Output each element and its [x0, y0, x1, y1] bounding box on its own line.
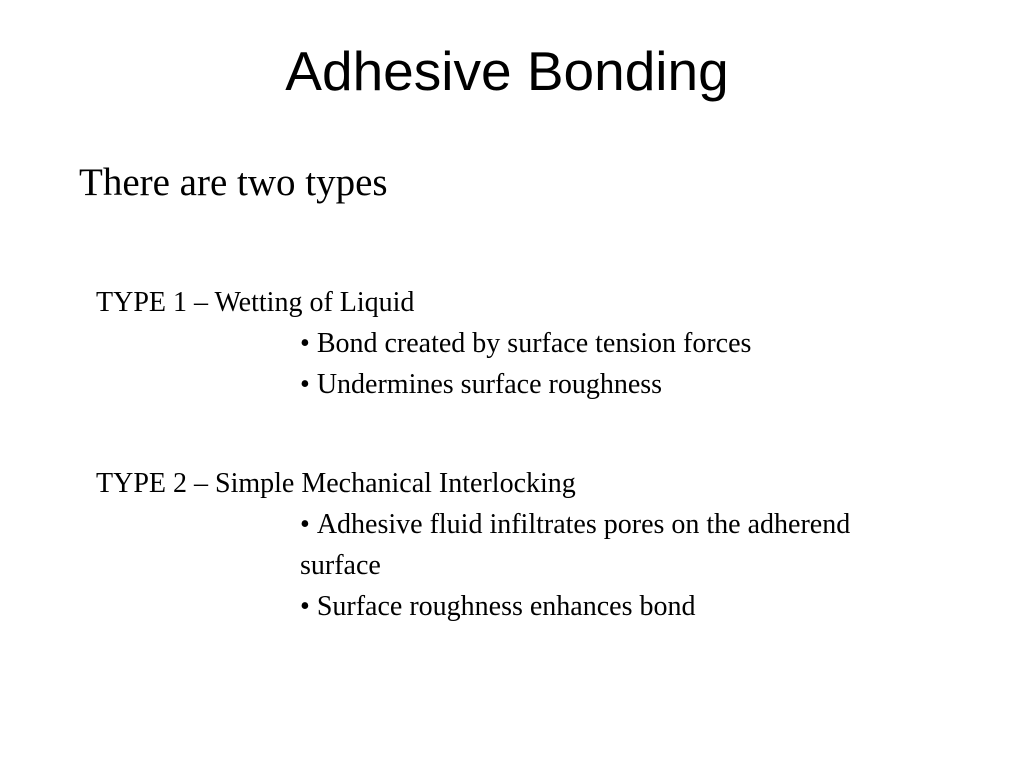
bullet-text: Surface roughness enhances bond: [316, 591, 696, 622]
bullet-icon: [300, 509, 317, 540]
bullet-text: Undermines surface roughness: [316, 369, 663, 400]
bullet-item: [300, 323, 860, 364]
slide-title: Adhesive Bonding: [285, 40, 729, 102]
bullet-icon: [300, 591, 317, 622]
bullet-icon: [300, 369, 317, 400]
bullet-item: [300, 586, 860, 627]
bullet-item: [300, 504, 860, 586]
type-1-section: [96, 282, 860, 405]
type-2-bullet-list: [96, 504, 860, 627]
type-1-heading: TYPE 1 – Wetting of Liquid: [96, 287, 415, 318]
intro-text: There are two types: [79, 161, 388, 204]
type-2-section: [96, 463, 860, 627]
bullet-text: Bond created by surface tension forces: [316, 328, 752, 359]
type-1-bullet-list: [96, 323, 860, 405]
bullet-text: Adhesive fluid infiltrates pores on the adherend surface: [300, 509, 851, 581]
bullet-icon: [300, 328, 317, 359]
bullet-item: [300, 364, 860, 405]
type-2-heading: TYPE 2 – Simple Mechanical Interlocking: [96, 468, 576, 499]
